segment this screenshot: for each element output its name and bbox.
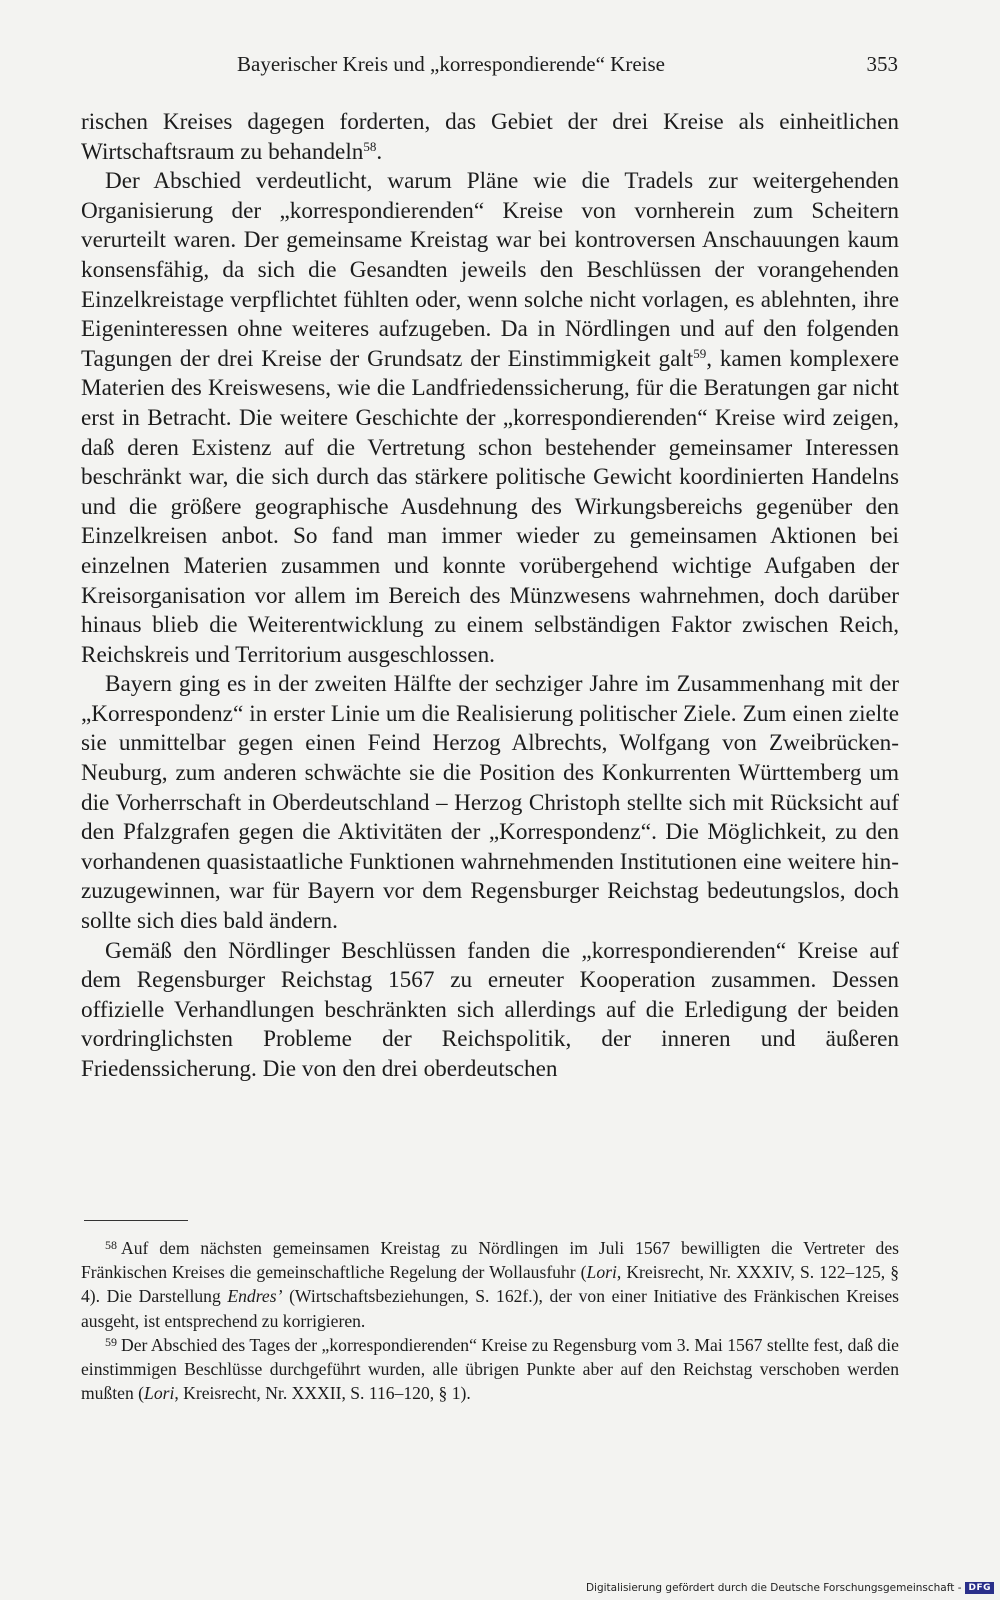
footnote-text: Auf dem nächsten gemeinsamen Kreistag zu Nördlingen im Juli 1567 bewilligten die Vertreter des Fränkischen Kreises die gemeinschaftliche Regelung der Wollausfuhr (	[81, 1238, 899, 1283]
footnote-text: , Kreisrecht, Nr. XXXIV, S. 122–125, § 4). Die Darstellung	[81, 1262, 899, 1307]
paragraph-1	[81, 108, 899, 167]
footnotes	[81, 1236, 899, 1405]
footnote-text: Der Abschied des Tages der „korrespondierenden“ Kreise zu Regensburg vom 3. Mai 1567 stellte fest, daß die einstimmigen Beschlüsse durchgeführt wurden, alle übrigen Punkte aber auf den Reichstag verschoben werden mußten (	[81, 1334, 899, 1404]
footnote-italic: Endres’	[227, 1286, 283, 1307]
page-header	[82, 52, 898, 82]
footnote-separator	[84, 1220, 188, 1221]
footnote-number: 59	[105, 1334, 117, 1349]
footnote-italic: Lori	[144, 1383, 175, 1404]
footnote-text: , Kreisrecht, Nr. XXXII, S. 116–120, § 1).	[174, 1383, 471, 1404]
footnote-number: 58	[105, 1238, 117, 1252]
footnote-ref-59[interactable]: 59	[693, 345, 707, 361]
paragraph-text: , kamen komplexere Materien des Kreiswesens, wie die Landfriedenssicherung, für die Beratungen gar nicht erst in Betracht. Die weitere Geschichte der „korrespondierenden“ Kreise wird zeigen, daß deren Existenz auf die Vertretung schon bestehender gemeinsamer Interessen beschränkt war, die sich durch das stärkere politische Gewicht koordinierten Handelns und die größere geographische Ausdehnung des Wirkungsbereichs gegenüber den Einzelkreisen anbot. So fand man immer wieder zu gemeinsamen Aktionen bei einzelnen Materien zusammen und konnte vorübergehend wichtige Aufgaben der Kreisorganisation vor allem im Bereich des Münzwesens wahrnehmen, doch darüber hinaus blieb die Weiterentwicklung zu einem selbständigen Faktor zwischen Reich, Reichskreis und Territorium ausgeschlossen.	[81, 345, 899, 668]
digitization-credit	[586, 1582, 994, 1594]
paragraph-4: Gemäß den Nördlinger Beschlüssen fanden die „korrespondierenden“ Kreise auf dem Regensburger Reichstag 1567 zu erneuter Kooperation zusammen. Dessen offizielle Verhandlungen beschränkten sich allerdings auf die Erledigung der beiden vordringlichsten Probleme der Reichspolitik, der inneren und äußeren Friedenssicherung. Die von den drei oberdeutschen	[81, 937, 899, 1082]
paragraph-2	[81, 167, 899, 670]
paragraph-text: rischen Kreises dagegen forderten, das Gebiet der drei Kreise als einheitlichen Wirtschaftsraum zu behandeln	[81, 109, 899, 165]
paragraph-text: Der Abschied verdeutlicht, warum Pläne wie die Tradels zur weitergehenden Organisierung der „korrespondierenden“ Kreise von vornherein zum Scheitern verurteilt waren. Der gemeinsame Kreistag war bei kontroversen Anschauungen kaum konsensfähig, da sich die Gesandten jeweils den Beschlüssen der vorangehenden Einzelkreistage verpflichtet fühlten oder, wenn solche nicht vorlagen, es ablehnten, ihre Eigeninteressen ohne weiteres aufzugeben. Da in Nördlingen und auf den folgenden Tagungen der drei Kreise der Grundsatz der Einstimmigkeit galt	[81, 168, 899, 372]
running-head: Bayerischer Kreis und „korrespondierende“ Kreise	[237, 52, 665, 76]
page-number: 353	[866, 52, 898, 76]
footnote-58	[81, 1236, 899, 1333]
credit-text: Digitalisierung gefördert durch die Deutsche Forschungsgemeinschaft -	[585, 1582, 962, 1594]
paragraph-3: Bayern ging es in der zweiten Hälfte der sechziger Jahre im Zusammenhang mit der „Korrespondenz“ in erster Linie um die Realisierung politischer Ziele. Zum einen zielte sie unmittelbar gegen einen Feind Herzog Albrechts, Wolfgang von Zweibrücken-Neuburg, zum anderen schwächte sie die Position des Konkurrenten Württemberg um die Vorherrschaft in Oberdeutschland – Herzog Christoph stellte sich mit Rücksicht auf den Pfalzgrafen gegen die Aktivitäten der „Korrespondenz“. Die Möglichkeit, zu den vorhandenen quasistaatliche Funktionen wahrnehmenden Institutionen eine weitere hinzuzugewinnen, war für Bayern vor dem Regensburger Reichstag bedeutungslos, doch sollte sich dies bald ändern.	[81, 671, 899, 935]
paragraph-text: .	[376, 138, 383, 165]
footnote-text: (Wirtschaftsbeziehungen, S. 162f.), der von einer Initiative des Fränkischen Kreises ausgeht, ist entsprechend zu korrigieren.	[81, 1286, 899, 1331]
footnote-ref-58[interactable]: 58	[363, 138, 377, 154]
main-text	[81, 108, 899, 1085]
footnote-59	[81, 1333, 899, 1406]
dfg-logo: DFG	[965, 1582, 994, 1594]
footnote-italic: Lori	[586, 1262, 617, 1283]
